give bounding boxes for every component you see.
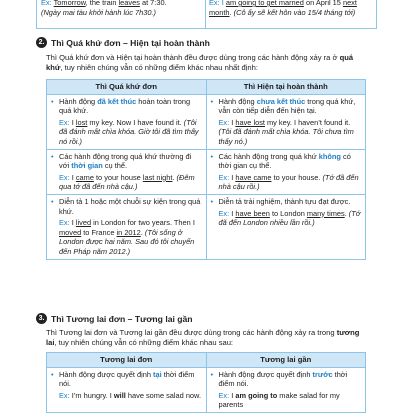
example-text: on April 15 (303, 0, 343, 7)
example-translation: (Tôi đã đánh mất chìa khóa. Tôi chưa tìm thấy nó.) (218, 127, 354, 146)
intro-bold: quá khứ (46, 53, 354, 73)
example-label: Ex: (59, 117, 70, 127)
example-text: Ex: I (209, 0, 226, 7)
example-text: in London for two years. Then I (91, 218, 195, 228)
section-title: Thì Tương lai đơn – Tương lai gần (51, 313, 193, 324)
section-3-heading (36, 313, 193, 324)
example-label: Ex: (218, 172, 230, 182)
example-text: to your house (93, 172, 143, 182)
example-label: Ex: (218, 117, 230, 127)
rule-text: Hành động được quyết định (59, 369, 154, 379)
example-text: have some salad now. (125, 390, 202, 400)
rule-text: Hành động (59, 96, 98, 106)
example-verb: lived (75, 218, 92, 228)
rule-keyword: thời gian (71, 161, 103, 171)
rule-text: Các hành động trong quá khứ thường đi với (59, 151, 192, 171)
example-text: next month (209, 0, 357, 17)
rule-text: có thời gian cụ thể. (218, 151, 351, 171)
intro-text: , tuy nhiên chúng vẫn có những điểm khác nhau sau: (54, 338, 234, 348)
example-text: Tomorrow (53, 0, 86, 7)
example-text: to France (81, 227, 117, 237)
column-header: Tương lai đơn (47, 353, 207, 368)
table-cell (47, 94, 207, 149)
example-text: make salad for my parents (218, 390, 340, 410)
example-text: my key. Now I have found it. (87, 117, 184, 127)
section-3-intro (46, 328, 366, 349)
table-row (47, 194, 366, 259)
rule-text: Diễn tả trải nghiệm, thành tựu đạt được. (218, 196, 351, 206)
table-cell (206, 149, 366, 194)
example-text: leaves (118, 0, 140, 7)
table-cell (47, 149, 207, 194)
comparison-table-past (46, 79, 366, 260)
section-title: Thì Quá khứ đơn – Hiện tại hoàn thành (51, 37, 210, 48)
rule-text: Các hành động trong quá khứ (218, 151, 319, 161)
rule-text: Hành động được quyết định (218, 369, 313, 379)
section-2-intro (46, 53, 366, 74)
example-cell-left (41, 0, 201, 17)
example-text: I (229, 172, 236, 182)
intro-text: Thì Quá khứ đơn và Hiện tại hoàn thành đều được dùng trong các hành động xảy ra ở (46, 53, 340, 62)
example-translation: (Đêm qua tớ đã đến nhà cậu.) (59, 172, 195, 192)
intro-text: Thì Tương lai đơn và Tương lai gần đều được dùng trong các hành động xảy ra trong (46, 328, 337, 337)
rule-keyword: không (318, 151, 341, 161)
example-text: . (229, 7, 234, 17)
example-time: in 2012 (116, 227, 141, 237)
example-time: last night (142, 172, 173, 182)
table-cell (47, 194, 207, 259)
section-2-heading (36, 37, 210, 48)
section-number-badge: 2. (36, 37, 47, 48)
example-text: Ex: (41, 0, 54, 7)
rule-keyword: đã kết thúc (97, 96, 137, 106)
rule-text: hoàn toàn trong quá khứ. (59, 96, 191, 116)
example-cell-right (209, 0, 371, 17)
example-text: . (344, 208, 349, 218)
example-translation: (Tôi sống ở London được hai năm. Sau đó tôi chuyển đến Pháp năm 2012.) (59, 227, 195, 256)
table-cell (206, 94, 366, 149)
example-label: Ex: (218, 390, 230, 400)
comparison-table-future (46, 352, 366, 413)
table-cell (47, 367, 207, 412)
example-label: Ex: (59, 172, 70, 182)
example-text: am going to get married (225, 0, 304, 7)
example-text: at 7:30. (139, 0, 167, 7)
example-text: I’m hungry. I (69, 390, 114, 400)
example-text: I (69, 218, 76, 228)
example-text: my key. I haven’t found it. (264, 117, 351, 127)
example-verb: have been (235, 208, 270, 218)
previous-table-fragment (36, 0, 377, 29)
example-text: I (69, 117, 76, 127)
intro-bold: tương lai (46, 328, 360, 348)
intro-text: , tuy nhiên chúng vẫn có những điểm khác nhau nhất định: (60, 63, 258, 73)
example-time: many times (306, 208, 345, 218)
rule-text: cụ thể. (102, 161, 128, 171)
example-text: to London (269, 208, 307, 218)
example-translation: (Tôi đã đánh mất chìa khóa. Giờ tôi đã tìm thấy nó rồi.) (59, 117, 199, 146)
rule-keyword: chưa kết thúc (256, 96, 306, 106)
example-text: I (69, 172, 76, 182)
example-translation: (Ngày mai tàu khởi hành lúc 7h30.) (41, 7, 156, 17)
example-text: I (229, 208, 236, 218)
rule-text: Hành động (218, 96, 257, 106)
example-text: , the train (85, 0, 119, 7)
example-verb: will (113, 390, 126, 400)
column-header: Thì Quá khứ đơn (47, 80, 207, 95)
example-translation: (Cô ấy sẽ kết hôn vào 15/4 tháng tới) (233, 7, 356, 17)
rule-keyword: trước (312, 369, 333, 379)
example-verb: came (75, 172, 94, 182)
section-number-badge: 3. (36, 313, 47, 324)
example-verb: am going to (235, 390, 278, 400)
table-row (47, 367, 366, 412)
rule-text: thời điểm nói. (59, 369, 195, 389)
table-row (47, 149, 366, 194)
example-verb: have came (235, 172, 272, 182)
example-text: . (140, 227, 145, 237)
example-text: . (172, 172, 177, 182)
rule-text: trong quá khứ, vẫn còn tiếp diễn đến hiện tại. (218, 96, 356, 116)
table-cell (206, 194, 366, 259)
column-header: Tương lai gần (206, 353, 366, 368)
column-divider (205, 0, 206, 28)
rule-text: thời điểm nói. (218, 369, 348, 389)
table-row (47, 94, 366, 149)
example-translation: (Tớ đã đến nhà cậu rồi.) (218, 172, 359, 192)
example-text: I (229, 117, 236, 127)
example-label: Ex: (218, 208, 230, 218)
column-header: Thì Hiện tại hoàn thành (206, 80, 366, 95)
table-cell (206, 367, 366, 412)
example-translation: (Tớ đã đến London nhiều lần rồi.) (218, 208, 361, 228)
example-label: Ex: (59, 390, 70, 400)
example-verb: moved (59, 227, 82, 237)
example-verb: lost (75, 117, 88, 127)
rule-keyword: tại (153, 369, 162, 379)
rule-text: Diễn tả 1 hoặc một chuỗi sự kiện trong quá khứ. (59, 196, 201, 216)
example-text: to your house. (271, 172, 323, 182)
example-label: Ex: (59, 218, 70, 228)
example-verb: have lost (235, 117, 265, 127)
example-text: I (229, 390, 236, 400)
